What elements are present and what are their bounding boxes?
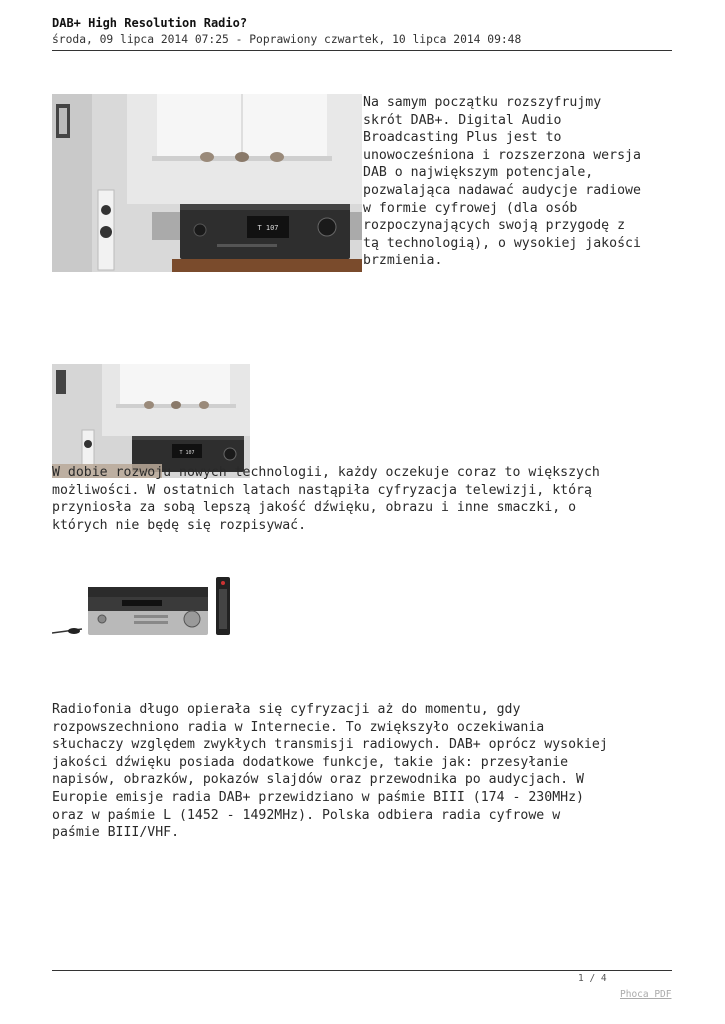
page-number: 1 / 4 [578,973,607,984]
receiver-small-display-text: T 107 [179,450,195,456]
date-line: środa, 09 lipca 2014 07:25 - Poprawiony czwartek, 10 lipca 2014 09:48 [52,33,522,46]
header-divider [52,50,672,51]
receiver-room-image [52,94,362,272]
phoca-pdf-link[interactable]: Phoca PDF [620,989,672,1000]
footer-divider [52,970,672,971]
receiver-room-image-small [52,364,250,478]
paragraph-intro: Na samym początku rozszyfrujmy skrót DAB+. Digital Audio Broadcasting Plus jest to unowocześniona i rozszerzona wersja DAB o największym potencjale, pozwalająca nadawać audycje radiowe w formie cyfrowej (dla osób rozpoczynających swoją przygodę z tą technologią), o wysokiej jakości brzmienia. [363,95,641,269]
silver-receiver-image [52,577,232,637]
paragraph-radio: Radiofonia długo opierała się cyfryzacji aż do momentu, gdy rozpowszechniono radia w Internecie. To zwiększyło oczekiwania słuchaczy względem zwykłych transmisji radiowych. DAB+ oprócz wysokiej jakości dźwięku posiada dodatkowe funkcje, takie jak: przesyłanie napisów, obrazków, pokazów slajdów oraz przewodnika po audycjach. W Europie emisje radia DAB+ przewidziano w paśmie BIII (174 - 230MHz) oraz w paśmie L (1452 - 1492MHz). Polska odbiera radia cyfrowe w paśmie BIII/VHF. [52,702,608,841]
receiver-display-text: T 107 [257,224,279,232]
paragraph-technology: W dobie rozwoju nowych technologii, każdy oczekuje coraz to większych możliwości. W ostatnich latach nastąpiła cyfryzacja telewizji, którą przyniosła za sobą lepszą jakość dźwięku, obrazu i inne smaczki, o których nie będę się rozpisywać. [52,465,600,533]
page-title: DAB+ High Resolution Radio? [52,16,248,30]
